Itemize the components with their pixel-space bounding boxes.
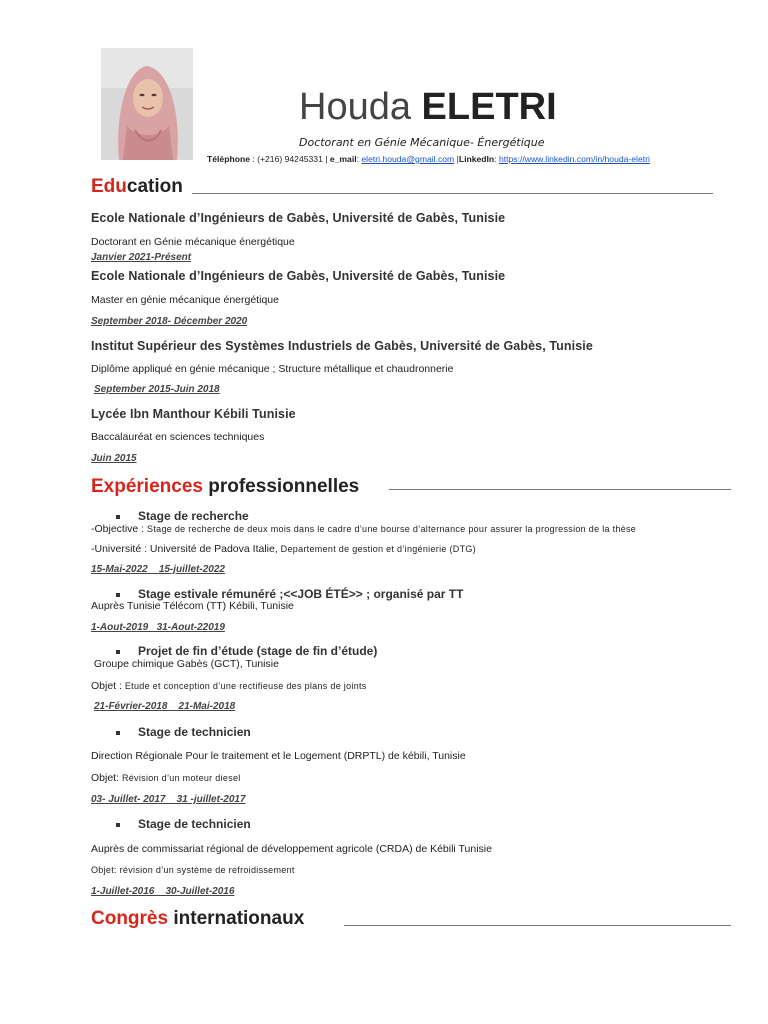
subtitle: Doctorant en Génie Mécanique- Énergétique: [299, 136, 545, 149]
education-date: Juin 2015: [91, 453, 137, 464]
last-name: ELETRI: [421, 86, 557, 128]
education-date: September 2015-Juin 2018: [94, 384, 220, 395]
experience-date: 03- Juillet- 2017__31 -juillet-2017: [91, 794, 246, 805]
experience-line: -Objective : Stage de recherche de deux mois dans le cadre d’une bourse d’alternance pour assurer la progression de la thèse: [91, 523, 637, 535]
education-institution: Ecole Nationale d’Ingénieurs de Gabès, Université de Gabès, Tunisie: [91, 269, 506, 283]
email-label: e_mail: [329, 154, 357, 164]
bullet-icon: [116, 515, 120, 519]
experience-title: Projet de fin d’étude (stage de fin d’étude): [116, 644, 377, 658]
experience-heading-red: Expériences: [91, 476, 203, 497]
bullet-icon: [116, 650, 120, 654]
education-date: Janvier 2021-Présent: [91, 252, 192, 263]
experience-title: Stage de technicien: [116, 817, 251, 831]
education-degree: Diplôme appliqué en génie mécanique ; Structure métallique et chaudronnerie: [91, 363, 454, 375]
education-rule: [192, 193, 713, 194]
education-degree: Doctorant en Génie mécanique énergétique: [91, 236, 295, 248]
education-heading-rest: cation: [126, 176, 183, 197]
email-link[interactable]: eletri.houda@gmail.com: [361, 154, 455, 164]
experience-line: Auprès Tunisie Télécom (TT) Kébili, Tunisie: [91, 600, 294, 612]
education-institution: Lycée Ibn Manthour Kébili Tunisie: [91, 407, 296, 421]
experience-line: Direction Régionale Pour le traitement et le Logement (DRPTL) de kébili, Tunisie: [91, 750, 466, 762]
congres-rule: [344, 925, 731, 926]
congres-heading-red: Congrès: [91, 908, 169, 929]
experience-line: Objet: révision d’un système de refroidissement: [91, 865, 295, 875]
bullet-icon: [116, 593, 120, 597]
bullet-icon: [116, 823, 120, 827]
education-heading: [91, 176, 183, 198]
education-degree: Master en génie mécanique énergétique: [91, 294, 279, 306]
education-institution: Ecole Nationale d’Ingénieurs de Gabès, Université de Gabès, Tunisie: [91, 211, 506, 225]
profile-photo: [101, 48, 193, 160]
experience-title: Stage de recherche: [116, 509, 249, 523]
experience-title: Stage de technicien: [116, 725, 251, 739]
experience-heading: [91, 476, 359, 498]
experience-rule: [389, 489, 731, 490]
bullet-icon: [116, 731, 120, 735]
education-heading-red: Edu: [91, 176, 127, 197]
experience-title: Stage estivale rémunéré ;<<JOB ÉTÉ>> ; organisé par TT: [116, 587, 463, 601]
experience-date: 15-Mai-2022 15-juillet-2022: [91, 564, 225, 575]
education-date: September 2018- Décember 2020: [91, 316, 248, 327]
linkedin-link[interactable]: https://www.linkedin.com/in/houda-eletri: [498, 154, 650, 164]
education-institution: Institut Supérieur des Systèmes Industriels de Gabès, Université de Gabès, Tunisie: [91, 339, 593, 353]
first-name: Houda: [299, 86, 411, 128]
experience-heading-rest: professionnelles: [202, 476, 360, 497]
education-degree: Baccalauréat en sciences techniques: [91, 431, 265, 443]
experience-line: Groupe chimique Gabès (GCT), Tunisie: [91, 658, 279, 670]
phone-label: Téléphone: [207, 154, 250, 164]
experience-line: Objet : Etude et conception d’une rectifieuse des plans de joints: [91, 680, 367, 692]
phone-value: : (+216) 94245331 |: [249, 154, 330, 164]
congres-heading: [91, 908, 304, 930]
experience-line: Objet: Révision d’un moteur diesel: [91, 772, 241, 784]
experience-date: 1-Aout-2019 31-Aout-22019: [91, 622, 225, 633]
linkedin-label: LinkedIn: [458, 154, 495, 164]
experience-line: Auprès de commissariat régional de développement agricole (CRDA) de Kébili Tunisie: [91, 843, 492, 855]
contact-line: Téléphone : (+216) 94245331 | e_mail: eletri.houda@gmail.com |LinkedIn: https://www.linkedin.com/in/houda-eletri: [207, 154, 650, 164]
experience-date: 21-Février-2018__21-Mai-2018: [94, 701, 236, 712]
experience-date: 1-Juillet-2016__30-Juillet-2016: [91, 886, 235, 897]
full-name: [299, 84, 557, 130]
congres-heading-rest: internationaux: [168, 908, 305, 929]
experience-line: -Université : Université de Padova Italie, Departement de gestion et d’ingénierie (DTG): [91, 543, 476, 555]
